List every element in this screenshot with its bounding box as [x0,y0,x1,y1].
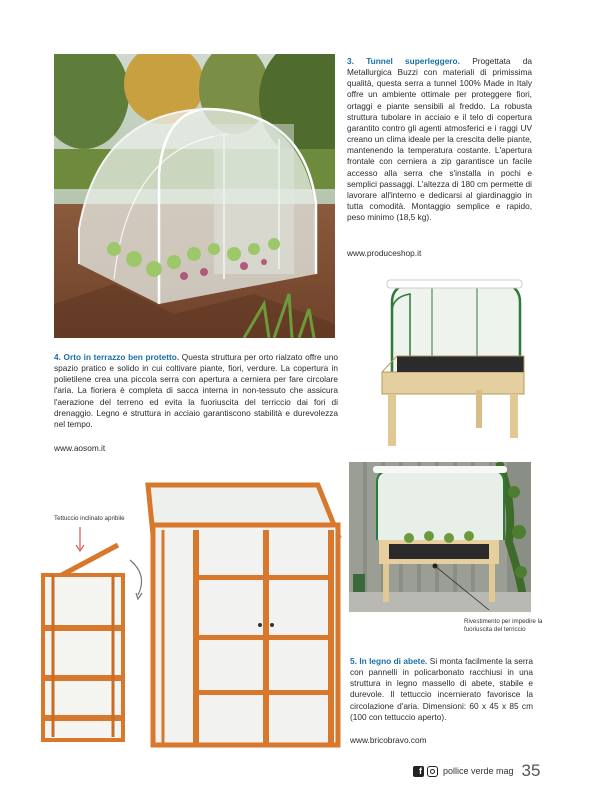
section-4-text [54,352,338,430]
section-3-body: Progettata da Metallurgica Buzzi con materiali di primissima qualità, questa serra a tunnel 100% Made in Italy offre un ambiente ottimale per proteggere fiori, ortaggi e piante sensibili al freddo. La robusta struttura tubolare in acciaio e il telo di copertura garantito contro gli agenti atmosferici e i raggi UV creano un clima ideale per la crescita delle piante, mantenendo la temperatura costante. L'apertura frontale con cerniera a zip garantisce un facile accesso alla serra che s'installa in pochi e semplici passaggi. L'altezza di 180 cm permette di lavorare all'interno e dedicarsi al giardinaggio in tutta comodità. Montaggio semplice e rapido, peso minimo (18,5 kg). [347,56,532,223]
section-3-text [347,56,532,223]
roof-caption: Tettuccio inclinato apribile [54,515,125,522]
facebook-icon[interactable]: f [413,766,424,777]
section-4-body: Questa struttura per orto rialzato offre uno spazio pratico e solido in cui coltivare piante, fiori, verdure. La copertura in polietilene crea una piccola serra con apertura a cerniera per fare circolare l'aria. La fioriera è completa di sacca interna in non-tessuto che assicura l'aerazione del terreno ed evita la fuoriuscita del terriccio dai fori di drenaggio. Legno e struttura in acciaio garantiscono stabilità e durevolezza nel tempo. [54,352,338,429]
raised-bed-photo [352,272,532,452]
roof-caption-arrow [74,527,86,553]
tunnel-greenhouse-photo [54,54,335,338]
section-5-text [350,656,533,723]
section-5-url[interactable]: www.bricobravo.com [350,735,427,745]
section-4-heading: 4. Orto in terrazzo ben protetto. [54,352,180,362]
terrace-bed-photo [349,462,531,612]
page-number: 35 [521,761,541,780]
footer [413,763,540,779]
lining-caption: Rivestimento per impedire la fuoriuscita del terriccio [464,618,543,633]
footer-handle: pollice verde mag [443,766,514,776]
section-5-body: Si monta facilmente la serra con pannelli in policarbonato racchiusi in una struttura in legno massello di abete, stabile e durevole. Il tettuccio incernierato favorisce la circolazione d'aria. Dimensioni: 60 x 45 x 85 cm (100 con tettuccio aperto). [350,656,533,722]
section-5-heading: 5. In legno di abete. [350,656,428,666]
section-3-url[interactable]: www.produceshop.it [347,248,422,258]
section-4-url[interactable]: www.aosom.it [54,443,106,453]
section-3-heading: 3. Tunnel superleggero. [347,56,460,66]
instagram-icon[interactable] [427,766,438,777]
